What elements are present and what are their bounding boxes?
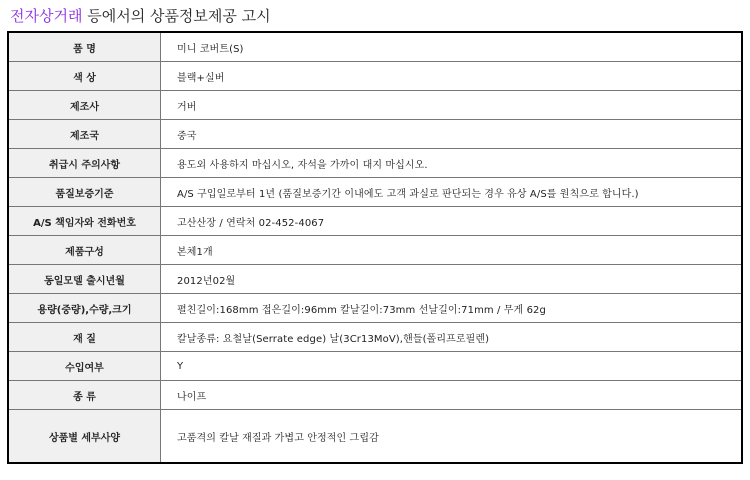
row-value: 중국	[161, 120, 743, 149]
row-value: A/S 구입일로부터 1년 (품질보증기간 이내에도 고객 과실로 판단되는 경우 유상 A/S를 원칙으로 합니다.)	[161, 178, 743, 207]
row-label: 제품구성	[8, 236, 161, 265]
row-value: 본체1개	[161, 236, 743, 265]
page-title	[10, 4, 271, 28]
table-row	[8, 32, 742, 62]
row-label: 종 류	[8, 381, 161, 410]
row-value: 고산산장 / 연락처 02-452-4067	[161, 207, 743, 236]
row-value: Y	[161, 352, 743, 381]
row-label: 제조국	[8, 120, 161, 149]
row-value: 미니 코버트(S)	[161, 32, 743, 62]
row-value: 칼날종류: 요철날(Serrate edge) 날(3Cr13MoV),핸들(폴리프로필렌)	[161, 323, 743, 352]
row-value: 거버	[161, 91, 743, 120]
row-label: 품질보증기준	[8, 178, 161, 207]
row-label: 수입여부	[8, 352, 161, 381]
table-row	[8, 120, 742, 149]
page-title-accent: 전자상거래	[10, 7, 83, 25]
page-title-rest: 등에서의 상품정보제공 고시	[82, 7, 271, 25]
table-row	[8, 294, 742, 323]
table-row	[8, 149, 742, 178]
table-row	[8, 323, 742, 352]
row-value: 용도외 사용하지 마십시오, 자석을 가까이 대지 마십시오.	[161, 149, 743, 178]
row-value: 펼친길이:168mm 접은길이:96mm 칼날길이:73mm 선날길이:71mm / 무게 62g	[161, 294, 743, 323]
row-label: 용량(중량),수량,크기	[8, 294, 161, 323]
row-value: 블랙+실버	[161, 62, 743, 91]
row-label: 색 상	[8, 62, 161, 91]
row-label: 취급시 주의사항	[8, 149, 161, 178]
table-row	[8, 178, 742, 207]
row-label: 동일모델 출시년월	[8, 265, 161, 294]
row-label: A/S 책임자와 전화번호	[8, 207, 161, 236]
table-row	[8, 207, 742, 236]
row-label: 재 질	[8, 323, 161, 352]
row-value: 2012년02월	[161, 265, 743, 294]
table-row	[8, 91, 742, 120]
table-row	[8, 381, 742, 410]
row-label: 상품별 세부사양	[8, 410, 161, 464]
product-info-table	[7, 31, 743, 464]
row-label: 제조사	[8, 91, 161, 120]
table-row	[8, 265, 742, 294]
table-row	[8, 410, 742, 464]
table-row	[8, 62, 742, 91]
row-value: 나이프	[161, 381, 743, 410]
row-label: 품 명	[8, 32, 161, 62]
row-value: 고품격의 칼날 재질과 가볍고 안정적인 그립감	[161, 410, 743, 464]
table-row	[8, 236, 742, 265]
table-row	[8, 352, 742, 381]
